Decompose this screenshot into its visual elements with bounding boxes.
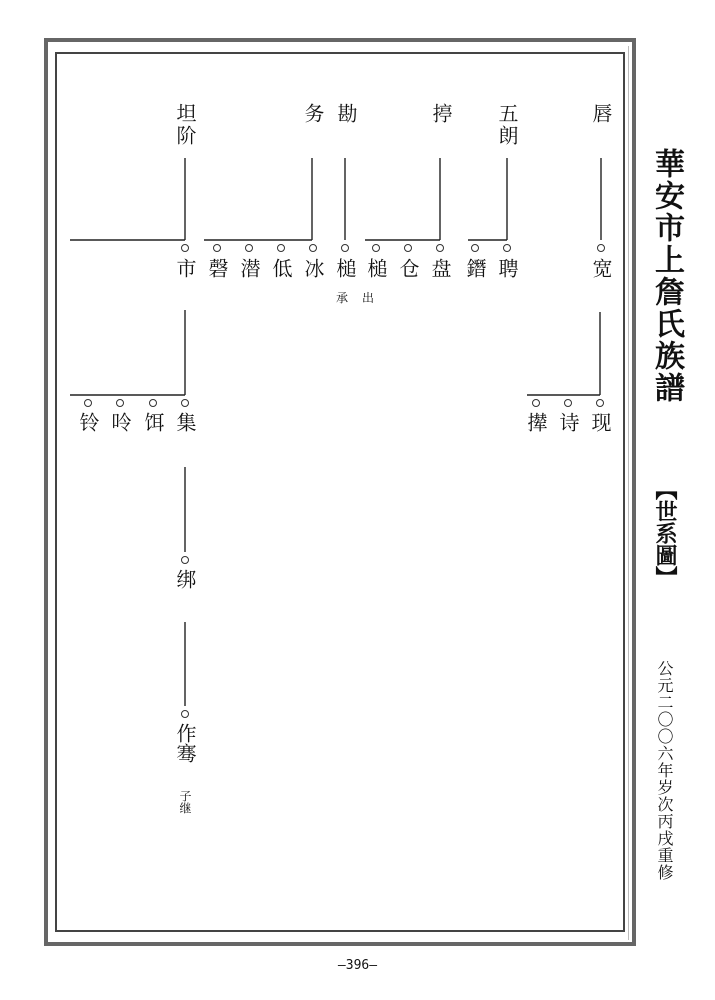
lineage-circle: [372, 244, 380, 252]
lineage-circle: [564, 399, 572, 407]
lineage-circle: [341, 244, 349, 252]
descendant-name: 诗: [556, 412, 580, 432]
lineage-circle: [404, 244, 412, 252]
lineage-circle: [116, 399, 124, 407]
descendant-name: 宽: [589, 258, 613, 278]
descendant-name: 集: [173, 412, 197, 432]
lineage-circle: [471, 244, 479, 252]
ancestor-name-4: 勘: [334, 103, 358, 125]
lineage-circle: [436, 244, 444, 252]
descendant-name: 铃: [76, 412, 100, 432]
lineage-circle: [596, 399, 604, 407]
section-title: 【世系圖】: [652, 478, 678, 588]
descendant-name: 低: [269, 258, 293, 278]
descendant-name: 现: [588, 412, 612, 432]
lineage-circle: [503, 244, 511, 252]
descendant-name: 磬: [205, 258, 229, 278]
ancestor-name-6: 坦阶: [173, 103, 197, 147]
lineage-circle: [309, 244, 317, 252]
descendant-name: 仓: [396, 258, 420, 278]
ancestor-name-5: 务: [301, 103, 325, 125]
edition-note: 公元二〇〇六年岁次丙戌重修: [655, 660, 674, 881]
descendant-name: 槌: [364, 258, 388, 278]
descendant-name: 饵: [141, 412, 165, 432]
descendant-name: 盘: [428, 258, 452, 278]
lineage-circle: [181, 556, 189, 564]
descendant-name: 绑: [173, 569, 197, 589]
lineage-circle: [277, 244, 285, 252]
ancestor-name-3: 揨: [429, 103, 453, 125]
lineage-circle: [245, 244, 253, 252]
page-number: —396—: [337, 958, 378, 973]
lineage-circle: [149, 399, 157, 407]
descendant-name: 鐕: [463, 258, 487, 278]
ancestor-name-2: 五朗: [495, 103, 519, 147]
adoption-note: 承出: [336, 291, 389, 305]
lineage-circle: [597, 244, 605, 252]
descendant-name: 作骞: [173, 723, 197, 763]
lineage-circle: [181, 399, 189, 407]
lineage-circle: [181, 710, 189, 718]
lineage-circle: [213, 244, 221, 252]
descendant-name: 聘: [495, 258, 519, 278]
descendant-name: 呤: [108, 412, 132, 432]
descendant-name: 冰: [301, 258, 325, 278]
adoption-note: 子继: [178, 790, 192, 814]
lineage-circle: [532, 399, 540, 407]
lineage-circle: [84, 399, 92, 407]
book-title: 華安市上詹氏族譜: [649, 148, 684, 404]
descendant-name: 市: [173, 258, 197, 278]
descendant-name: 撵: [524, 412, 548, 432]
descendant-name: 槌: [333, 258, 357, 278]
ancestor-name-1: 唇: [589, 103, 613, 125]
descendant-name: 潜: [237, 258, 261, 278]
lineage-circle: [181, 244, 189, 252]
